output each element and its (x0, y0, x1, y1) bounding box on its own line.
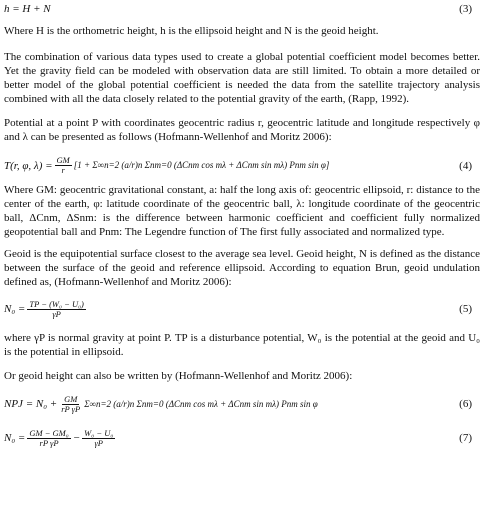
equation-6-fraction (59, 395, 82, 414)
equation-7-denominator-2: γP (94, 437, 103, 448)
paragraph-heights: Where H is the orthometric height, h is the ellipsoid height and N is the geoid height. (4, 25, 379, 37)
equation-3 (4, 0, 480, 18)
paragraph-geoid-height: Or geoid height can also be written by (Hofmann-Wellenhof and Moritz 2006): (4, 370, 353, 383)
equation-4-body: [1 + Σ∞n=2 (a/r)n Σnm=0 (ΔCnm cos mλ + ΔCnm sin mλ) Pnm sin φ] (73, 159, 330, 170)
equation-4-lhs: T(r, φ, λ) = (4, 159, 53, 172)
equation-7 (4, 423, 480, 453)
equation-4-number: (4) (459, 159, 472, 172)
equation-7-fraction-1 (27, 429, 70, 448)
equation-7-minus: − (72, 432, 81, 445)
equation-4-fraction (55, 156, 72, 175)
equation-6-numerator: GM (64, 393, 78, 404)
equation-6-lhs: NPJ = N₀ + (4, 398, 58, 411)
equation-7-lhs: N₀ = (4, 432, 26, 445)
equation-5 (4, 293, 480, 325)
equation-4 (4, 149, 480, 183)
equation-5-number: (5) (459, 303, 472, 316)
equation-5-lhs: N₀ = (4, 303, 26, 316)
equation-6-number: (6) (459, 398, 472, 411)
paragraph-definitions: Where GM: geocentric gravitational constant, a: half the long axis of: geocentric ellipsoid, r: distance to the center of the earth, φ: latitude coordinate of the geocentric ball, λ: longitude coordinate of the geocentric ball, ΔCnm, ΔSnm: is the difference between harmonic coefficient and coefficient fully normalized geopotential ball and Pnm: The Legendre function of The first fully associated and normalized type. (4, 183, 480, 238)
equation-6 (4, 387, 480, 421)
equation-5-numerator: TP − (W₀ − U₀) (29, 298, 84, 309)
equation-7-number: (7) (459, 432, 472, 445)
equation-7-numerator-2: W₀ − U₀ (84, 427, 114, 438)
equation-6-denominator: rP γP (61, 403, 81, 414)
paragraph-potential-point: Potential at a point P with coordinates geocentric radius r, geocentric latitude and longitude respectively φ and λ can be presented as follows (Hofmann-Wellenhof and Moritz 2006): (4, 117, 480, 144)
paragraph-gravity-definitions: where γP is normal gravity at point P. TP is a disturbance potential, W₀ is the potential at the geoid and U₀ is the potential in ellipsoid. (4, 332, 480, 359)
equation-7-fraction-2 (82, 429, 115, 448)
equation-3-text: h = H + N (4, 2, 51, 15)
equation-5-denominator: γP (52, 308, 61, 319)
equation-6-body: Σ∞n=2 (a/r)n Σnm=0 (ΔCnm cos mλ + ΔCnm sin mλ) Pnm sin φ (84, 398, 318, 409)
equation-3-number: (3) (459, 2, 472, 15)
equation-4-denominator: r (61, 165, 65, 176)
equation-5-fraction (27, 300, 86, 319)
paragraph-geoid: Geoid is the equipotential surface closest to the average sea level. Geoid height, N is defined as the distance between the surface of the geoid and reference ellipsoid. According to equation Brun, geoid undulation defined as, (Hofmann-Wellenhof and Moritz 2006): (4, 247, 480, 289)
equation-4-numerator: GM (56, 155, 70, 166)
equation-7-denominator-1: rP γP (39, 437, 59, 448)
equation-7-numerator-1: GM − GM₀ (29, 427, 69, 438)
paragraph-potential-model: The combination of various data types used to create a global potential coefficient model becomes better. Yet the gravity field can be modeled with observation data are still limited. To obtain a more detailed or better model of the global potential coefficient is needed the data from the satellite trajectory analysis combined with all the data closely related to the potential gravity of the earth, (Rapp, 1992). (4, 51, 480, 106)
